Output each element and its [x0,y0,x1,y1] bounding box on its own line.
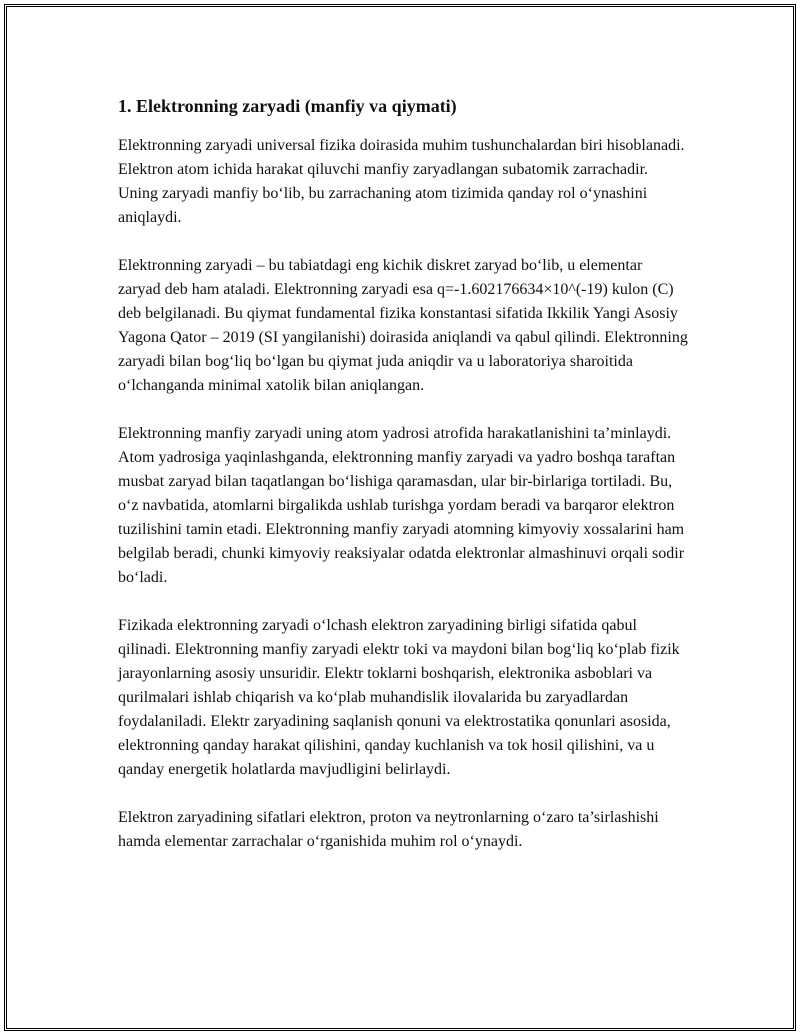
document-title: 1. Elektronning zaryadi (manfiy va qiymati) [118,96,457,116]
paragraph-5: Elektron zaryadining sifatlari elektron, proton va neytronlarning o‘zaro ta’sirlashishi hamda elementar zarrachalar o‘rganishida muhim rol o‘ynaydi. [118,809,659,850]
paragraph-3: Elektronning manfiy zaryadi uning atom yadrosi atrofida harakatlanishini ta’minlaydi. Atom yadrosiga yaqinlashganda, elektronning manfiy zaryadi va yadro boshqa taraftan musbat zaryad bilan taqatlangan bo‘lishiga qaramasdan, ular bir-birlariga tortiladi. Bu, o‘z navbatida, atomlarni birgalikda ushlab turishga yordam beradi va barqaror elektron tuzilishini tamin etadi. Elektronning manfiy zaryadi atomning kimyoviy xossalarini ham belgilab beradi, chunki kimyoviy reaksiyalar odatda elektronlar almashinuvi orqali sodir bo‘ladi. [118,425,685,586]
document-body [118,94,688,878]
paragraph-4: Fizikada elektronning zaryadi o‘lchash elektron zaryadining birligi sifatida qabul qilinadi. Elektronning manfiy zaryadi elektr toki va maydoni bilan bog‘liq ko‘plab fizik jarayonlarning asosiy unsuridir. Elektr toklarni boshqarish, elektronika asboblari va qurilmalari ishlab chiqarish va ko‘plab muhandislik ilovalarida bu zaryadlardan foydalaniladi. Elektr zaryadining saqlanish qonuni va elektrostatika qonunlari asosida, elektronning qanday harakat qilishini, qanday kuchlanish va tok hosil qilishini, va u qanday energetik holatlarda mavjudligini belirlaydi. [118,617,680,778]
paragraph-1: Elektronning zaryadi universal fizika doirasida muhim tushunchalardan biri hisoblanadi. Elektron atom ichida harakat qiluvchi manfiy zaryadlangan subatomik zarrachadir. Uning zaryadi manfiy bo‘lib, bu zarrachaning atom tizimida qanday rol o‘ynashini aniqlaydi. [118,137,685,226]
paragraph-2: Elektronning zaryadi – bu tabiatdagi eng kichik diskret zaryad bo‘lib, u elementar zaryad deb ham ataladi. Elektronning zaryadi esa q=-1.602176634×10^(-19) kulon (C) deb belgilanadi. Bu qiymat fundamental fizika konstantasi sifatida Ikkilik Yangi Asosiy Yagona Qator – 2019 (SI yangilanishi) doirasida aniqlandi va qabul qilindi. Elektronning zaryadi bilan bog‘liq bo‘lgan bu qiymat juda aniqdir va u laboratoriya sharoitida o‘lchanganda minimal xatolik bilan aniqlangan. [118,257,688,394]
